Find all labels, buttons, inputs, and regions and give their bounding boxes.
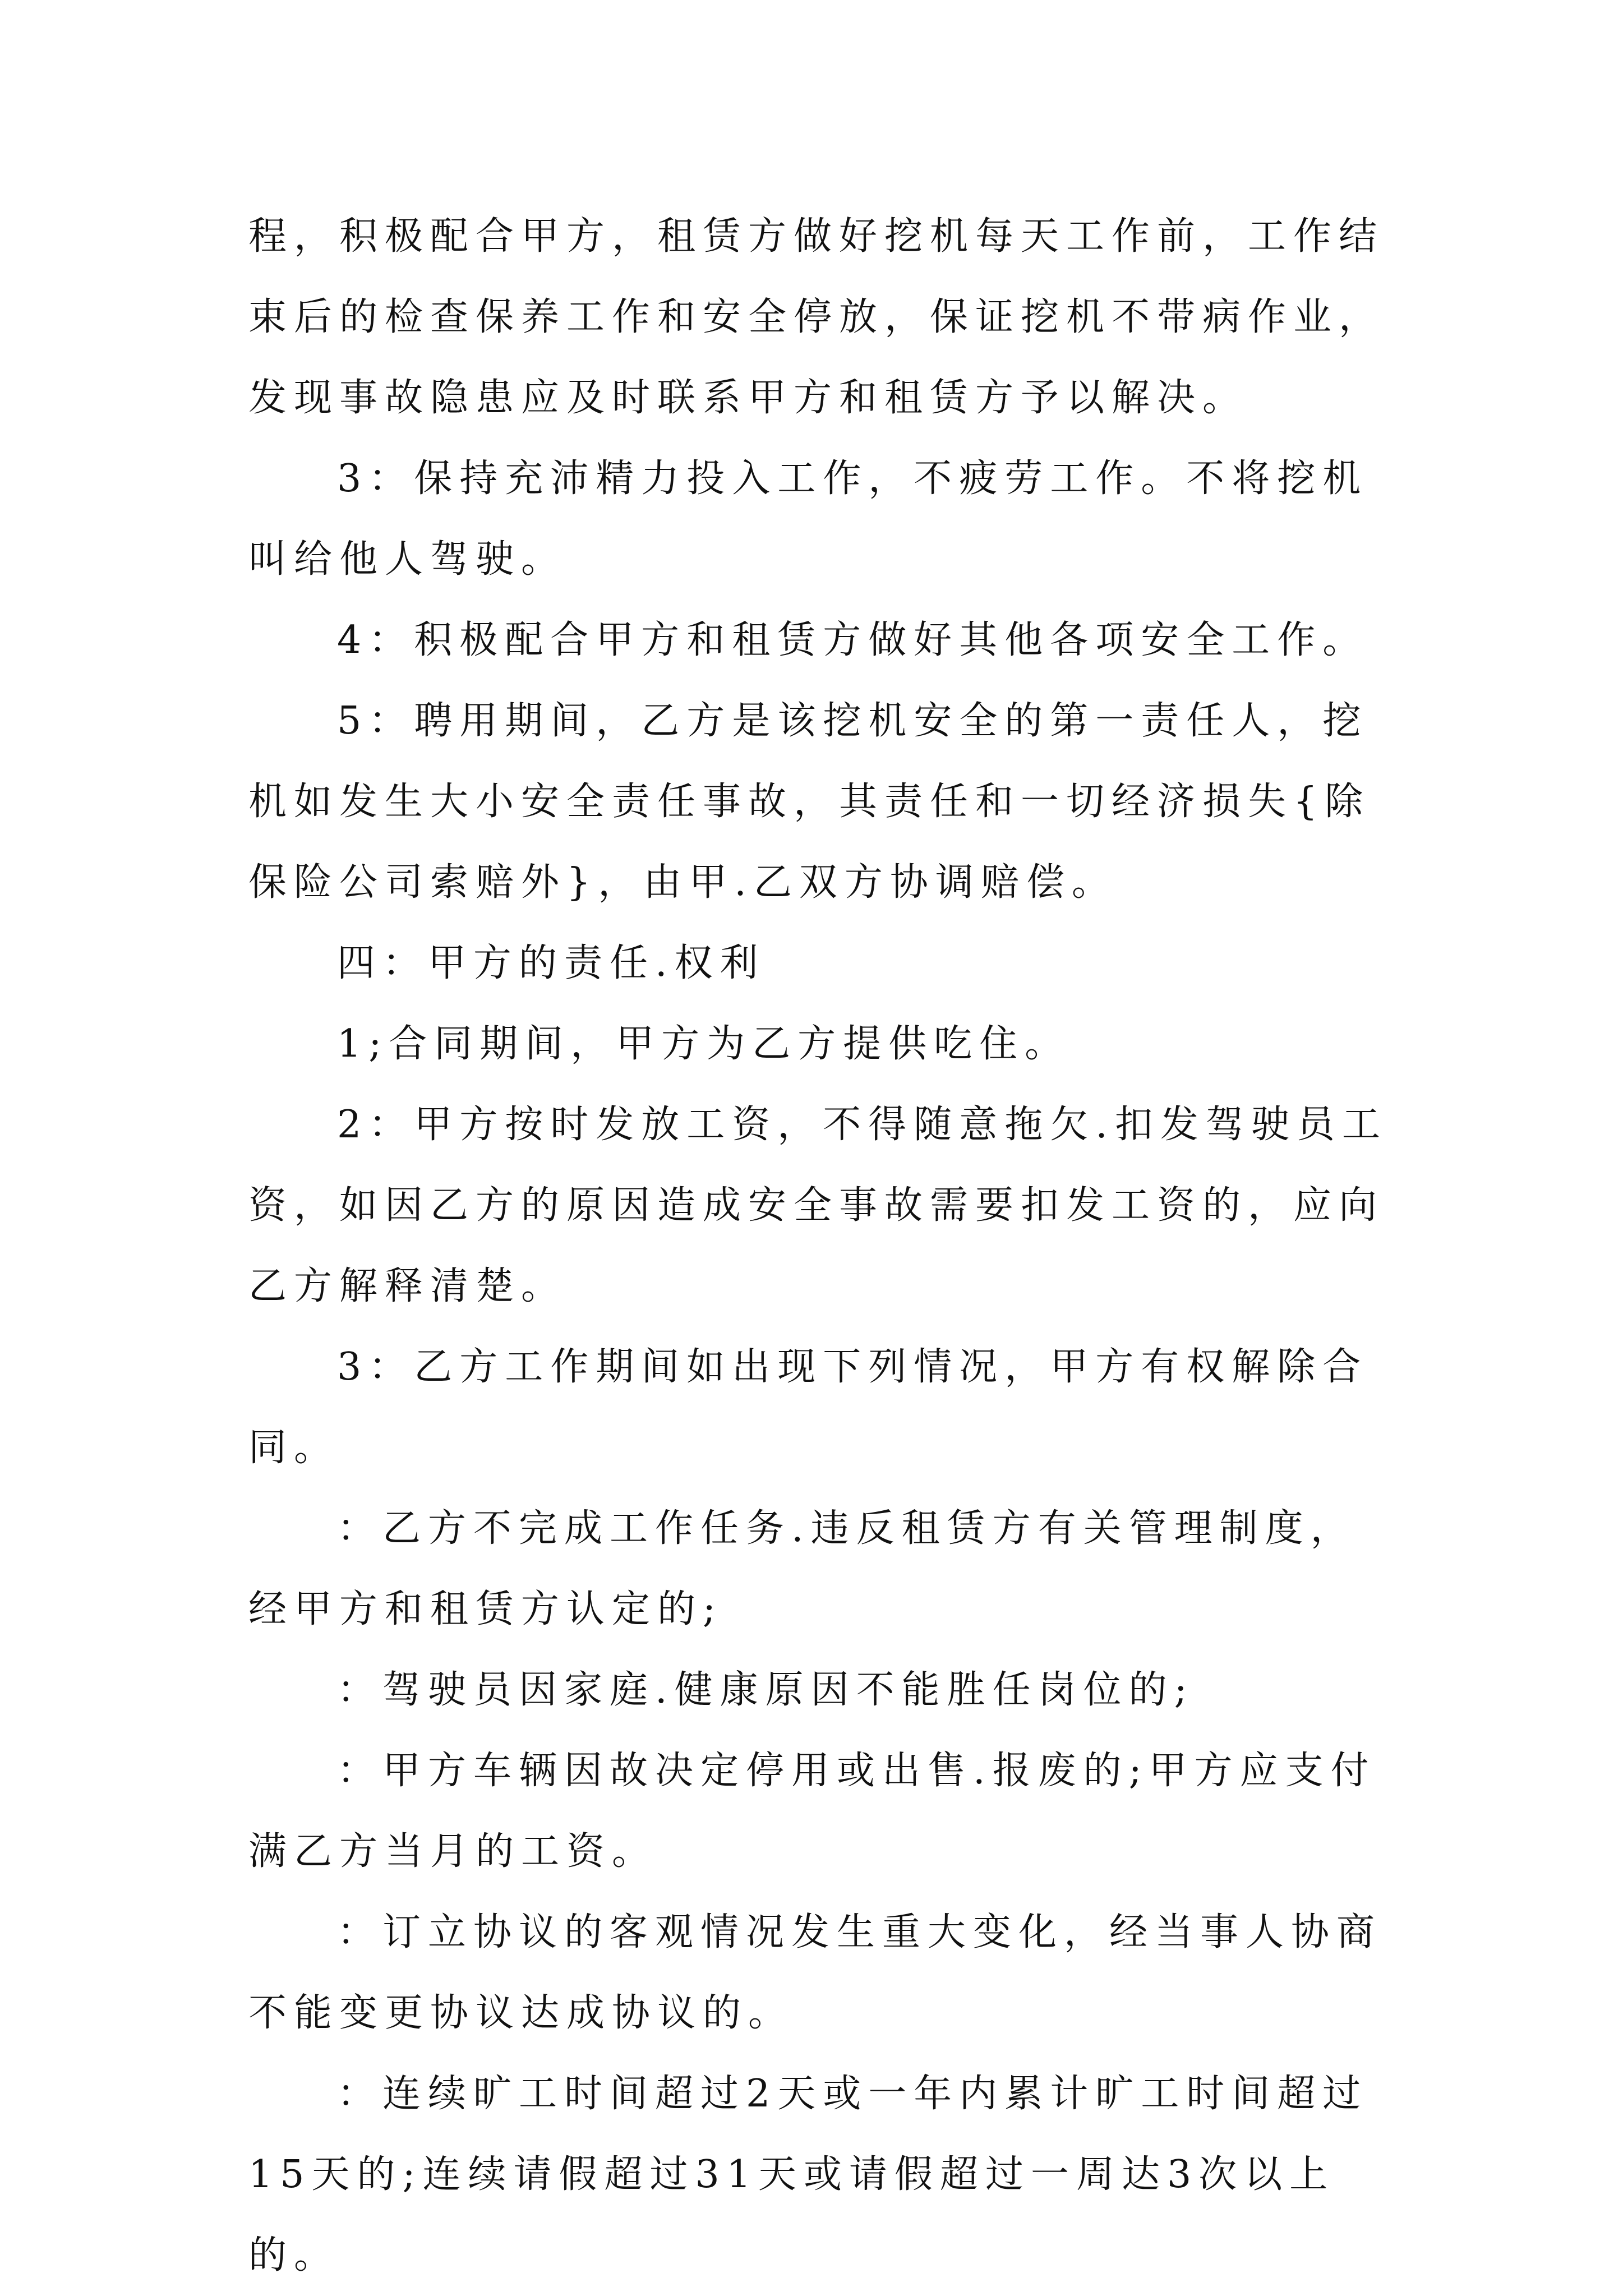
document-body — [248, 196, 1388, 2296]
paragraph-2: 3：保持充沛精力投入工作，不疲劳工作。不将挖机叫给他人驾驶。 — [248, 457, 1368, 582]
paragraph-4: 5：聘用期间，乙方是该挖机安全的第一责任人，挖机如发生大小安全责任事故，其责任和一切经济损失{除保险公司索赔外}，由甲.乙双方协调赔偿。 — [248, 699, 1371, 905]
list-item-2: ：驾驶员因家庭.健康原因不能胜任岗位的; — [337, 1668, 1195, 1712]
paragraph-7: 2：甲方按时发放工资，不得随意拖欠.扣发驾驶员工资，如因乙方的原因造成安全事故需要扣发工资的，应向乙方解释清楚。 — [248, 1103, 1387, 1308]
paragraph-3: 4：积极配合甲方和租赁方做好其他各项安全工作。 — [337, 618, 1368, 662]
list-item-4: ：订立协议的客观情况发生重大变化，经当事人协商不能变更协议达成协议的。 — [248, 1910, 1382, 2035]
list-item-1: ：乙方不完成工作任务.违反租赁方有关管理制度，经甲方和租赁方认定的; — [248, 1506, 1356, 1631]
paragraph-1: 程，积极配合甲方，租赁方做好挖机每天工作前，工作结束后的检查保养工作和安全停放，保证挖机不带病作业，发现事故隐患应及时联系甲方和租赁方予以解决。 — [248, 214, 1385, 420]
paragraph-8: 3：乙方工作期间如出现下列情况，甲方有权解除合同。 — [248, 1345, 1368, 1470]
list-item-3: ：甲方车辆因故决定停用或出售.报废的;甲方应支付满乙方当月的工资。 — [248, 1749, 1376, 1874]
paragraph-6: 1;合同期间，甲方为乙方提供吃住。 — [337, 1022, 1071, 1066]
section-heading-4: 四：甲方的责任.权利 — [337, 941, 766, 985]
list-item-5: ：连续旷工时间超过2天或一年内累计旷工时间超过15天的;连续请假超过31天或请假超过一周达3次以上的。 — [248, 2072, 1368, 2277]
